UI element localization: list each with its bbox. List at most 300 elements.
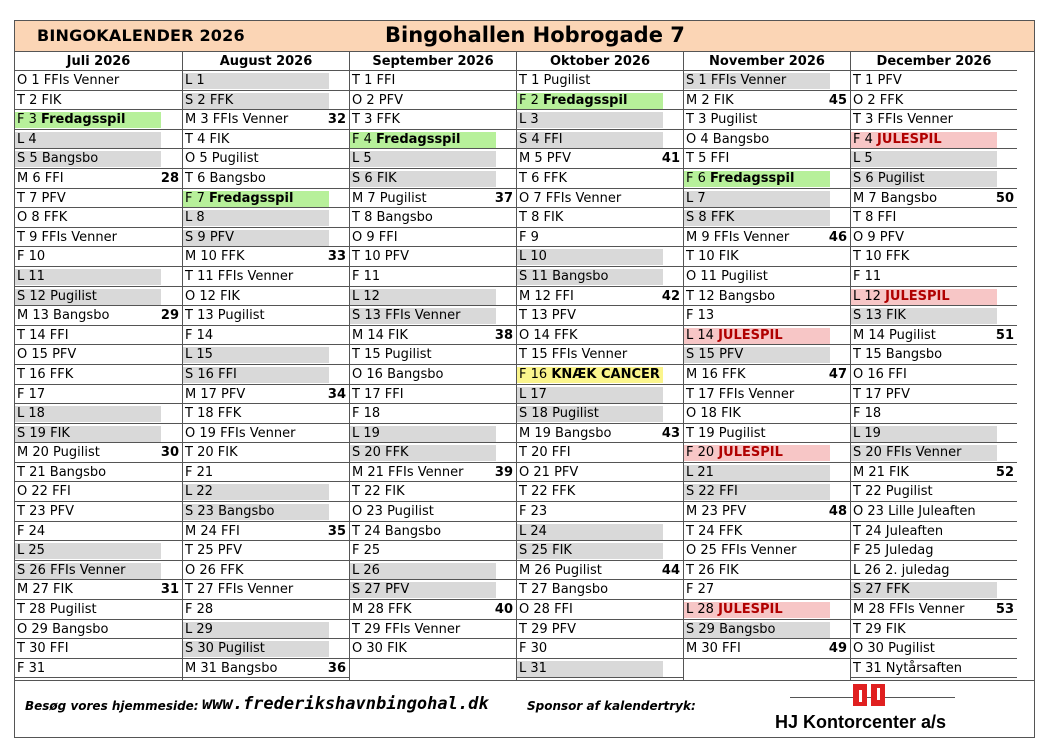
day-cell [350, 385, 516, 405]
day-cell [183, 189, 349, 209]
day-label [185, 659, 277, 679]
weekday-letter: O [17, 347, 28, 363]
day-number: 20 [865, 445, 882, 461]
day-label [185, 149, 259, 169]
day-label [519, 463, 578, 483]
day-label [17, 463, 106, 483]
day-number: 22 [531, 484, 548, 500]
day-number: 22 [31, 484, 48, 500]
day-event: FFI [888, 366, 907, 382]
day-cell [517, 71, 683, 91]
day-event: FFI [719, 484, 738, 500]
week-number: 53 [995, 602, 1014, 618]
day-number: 19 [698, 425, 715, 441]
week-number: 35 [327, 523, 346, 539]
day-event: PFV [722, 504, 747, 520]
day-label [185, 522, 240, 542]
day-event: Bangsbo [53, 308, 110, 324]
day-highlight [851, 151, 997, 167]
weekday-letter: T [853, 347, 861, 363]
day-cell [183, 71, 349, 91]
day-number: 16 [867, 366, 884, 382]
day-cell [350, 424, 516, 444]
day-number: 16 [366, 366, 383, 382]
day-cell [15, 130, 182, 150]
day-number: 26 [698, 562, 715, 578]
day-label [352, 365, 443, 385]
day-cell [851, 267, 1017, 287]
day-cell [851, 247, 1017, 267]
day-label [686, 189, 706, 209]
day-label [185, 385, 245, 405]
day-number: 16 [701, 366, 718, 382]
day-event: Fredagsspil [209, 190, 294, 206]
day-cell [517, 208, 683, 228]
weekday-letter: O [853, 366, 864, 382]
day-label [17, 169, 64, 189]
day-label [519, 247, 547, 267]
day-number: 15 [865, 347, 882, 363]
day-label [185, 600, 213, 620]
day-event: JULESPIL [885, 288, 950, 304]
day-number: 14 [29, 327, 46, 343]
day-number: 14 [367, 327, 384, 343]
day-label [686, 287, 775, 307]
day-label [352, 247, 409, 267]
day-event: PFV [551, 308, 576, 324]
day-highlight [183, 73, 329, 89]
day-event: Bangsbo [49, 464, 107, 480]
day-cell [851, 345, 1017, 365]
day-number: 18 [864, 406, 882, 422]
day-cell [684, 443, 850, 463]
day-event: FIK [552, 543, 572, 559]
day-cell [350, 71, 516, 91]
weekday-letter: T [853, 523, 861, 539]
day-cell [851, 600, 1017, 620]
day-cell [684, 287, 850, 307]
day-event: FFIs Venner [721, 543, 797, 559]
day-label [185, 482, 213, 502]
day-cell [517, 149, 683, 169]
day-cell [15, 71, 182, 91]
day-cell [183, 247, 349, 267]
day-number: 5 [29, 151, 38, 167]
day-cell [851, 130, 1017, 150]
day-label [17, 189, 66, 209]
weekday-letter: L [185, 621, 193, 637]
weekday-letter: T [17, 190, 25, 206]
day-cell [517, 580, 683, 600]
day-label [519, 189, 621, 209]
day-label [17, 71, 119, 91]
day-number: 19 [864, 425, 881, 441]
day-number: 23 [530, 504, 548, 520]
day-number: 10 [530, 249, 547, 265]
day-cell [851, 306, 1017, 326]
day-number: 28 [697, 602, 714, 618]
day-cell [183, 110, 349, 130]
day-cell [851, 463, 1017, 483]
day-cell [15, 639, 182, 659]
day-number: 22 [698, 484, 715, 500]
day-event: FFIs Venner [384, 621, 461, 637]
day-label [519, 326, 578, 346]
day-event: FFIs Venner [713, 229, 790, 245]
day-number: 21 [533, 464, 550, 480]
day-label [686, 463, 714, 483]
day-event: FFIs Venner [388, 464, 464, 480]
day-cell [15, 385, 182, 405]
day-number: 22 [196, 484, 213, 500]
day-label [853, 600, 964, 620]
day-event: PFV [221, 386, 246, 402]
day-cell [15, 169, 182, 189]
day-label [519, 228, 539, 248]
day-label [352, 110, 400, 130]
day-label [185, 71, 205, 91]
weekday-letter: T [185, 445, 193, 461]
day-cell [684, 522, 850, 542]
weekday-letter: F [17, 386, 25, 402]
day-cell [851, 541, 1017, 561]
weekday-letter: S [686, 210, 695, 226]
weekday-letter: F [17, 249, 25, 265]
weekday-letter: M [185, 386, 197, 402]
day-label [686, 404, 741, 424]
day-label [853, 306, 906, 326]
day-number: 29 [698, 621, 715, 637]
day-number: 24 [200, 523, 217, 539]
day-label [185, 208, 205, 228]
day-label [853, 287, 950, 307]
day-number: 12 [534, 288, 551, 304]
day-number: 12 [363, 288, 380, 304]
day-label [185, 541, 242, 561]
day-event: PFV [719, 347, 744, 363]
week-number: 52 [995, 464, 1014, 480]
day-label [352, 443, 409, 463]
weekday-letter: S [17, 151, 26, 167]
day-label [519, 267, 608, 287]
day-cell [684, 149, 850, 169]
day-label [519, 443, 571, 463]
weekday-letter: T [185, 170, 193, 186]
day-event: Pugilist [211, 151, 259, 167]
day-event: FFIs Venner [43, 73, 120, 88]
weekday-letter: S [352, 308, 361, 324]
day-event: Fredagsspil [543, 92, 628, 108]
day-cell [851, 365, 1017, 385]
day-event: FFI [49, 327, 69, 343]
day-label [853, 482, 933, 502]
day-event: FFK [885, 249, 910, 265]
day-label [185, 580, 293, 600]
weekday-letter: O [17, 73, 28, 88]
weekday-letter: T [519, 210, 527, 226]
weekday-letter: T [686, 249, 694, 265]
day-number: 11 [864, 268, 882, 284]
day-event: Bangsbo [52, 621, 109, 637]
weekday-letter: O [185, 562, 196, 578]
weekday-letter: L [686, 327, 694, 343]
day-cell [183, 561, 349, 581]
day-event: Pugilist [218, 641, 265, 657]
weekday-letter: T [853, 73, 861, 88]
weekday-letter: S [686, 73, 695, 88]
day-cell [15, 287, 182, 307]
day-label [519, 541, 572, 561]
day-number: 9 [197, 229, 206, 245]
day-number: 9 [530, 229, 539, 245]
day-event: Pugilist [718, 425, 766, 441]
day-label [352, 424, 380, 444]
weekday-letter: M [17, 445, 29, 461]
day-label [17, 482, 71, 502]
day-event: FFI [49, 641, 69, 657]
day-event: FFI [52, 484, 71, 500]
day-event: FFK [554, 327, 578, 343]
day-event: FFIs Venner [50, 562, 126, 578]
day-number: 7 [533, 190, 542, 206]
day-cell [183, 639, 349, 659]
day-cell [517, 267, 683, 287]
day-label [17, 443, 100, 463]
weekday-letter: T [519, 582, 527, 598]
day-cell [183, 502, 349, 522]
day-label [17, 541, 45, 561]
day-number: 9 [366, 229, 375, 245]
day-number: 5 [534, 151, 543, 167]
weekday-letter: S [853, 308, 862, 324]
day-event: FFIs Venner [551, 347, 628, 363]
day-cell [183, 365, 349, 385]
day-number: 31 [200, 660, 217, 676]
day-event: KNÆK CANCER [551, 366, 660, 382]
day-number: 23 [366, 504, 383, 520]
day-cell [350, 443, 516, 463]
day-event: FFK [220, 562, 244, 578]
day-number: 7 [868, 190, 877, 206]
day-number: 23 [701, 504, 718, 520]
day-number: 3 [698, 112, 707, 128]
day-event: PFV [546, 151, 571, 167]
weekday-letter: F [519, 366, 527, 382]
day-label [17, 110, 125, 130]
day-label [352, 502, 434, 522]
day-label [853, 169, 925, 189]
day-cell [684, 463, 850, 483]
day-cell [15, 659, 182, 679]
weekday-letter: S [352, 582, 361, 598]
day-cell [851, 424, 1017, 444]
day-label [853, 522, 943, 542]
day-number: 21 [868, 464, 885, 480]
day-cell [183, 580, 349, 600]
day-cell [517, 541, 683, 561]
month-column [15, 52, 183, 680]
day-event: FFK [886, 582, 910, 598]
day-cell [684, 404, 850, 424]
day-number: 26 [363, 562, 380, 578]
weekday-letter: L [853, 151, 861, 167]
day-event: PFV [41, 190, 66, 206]
day-label [352, 561, 380, 581]
week-number: 44 [661, 562, 680, 578]
weekday-letter: T [686, 288, 694, 304]
week-number: 45 [828, 92, 847, 108]
weekday-letter: S [519, 268, 528, 284]
weekday-letter: T [17, 366, 25, 382]
day-event: FIK [885, 621, 906, 637]
weekday-letter: S [519, 543, 528, 559]
weekday-letter: M [853, 190, 865, 206]
day-event: FFK [217, 406, 242, 422]
weekday-letter: L [853, 425, 861, 441]
day-label [853, 91, 903, 111]
day-label [686, 620, 775, 640]
day-label [352, 639, 407, 659]
weekday-letter: F [686, 308, 694, 324]
day-cell [350, 639, 516, 659]
day-event: Bangsbo [221, 660, 278, 676]
day-label [519, 130, 563, 150]
day-label [519, 580, 608, 600]
day-cell [15, 600, 182, 620]
day-number: 22 [865, 484, 882, 500]
day-label [853, 208, 896, 228]
day-number: 8 [31, 210, 40, 226]
day-event: FIK [376, 170, 397, 186]
week-number: 34 [327, 386, 346, 402]
week-number: 48 [828, 504, 847, 520]
weekday-letter: L [686, 602, 694, 618]
weekday-letter: O [686, 543, 697, 559]
day-label [686, 580, 714, 600]
day-number: 18 [197, 406, 214, 422]
day-number: 4 [363, 131, 372, 147]
day-cell [15, 404, 182, 424]
weekday-letter: F [185, 464, 193, 480]
day-label [853, 580, 910, 600]
day-number: 30 [867, 641, 884, 657]
weekday-letter: T [352, 523, 360, 539]
day-label [686, 267, 768, 287]
weekday-letter: O [352, 92, 363, 108]
day-number: 12 [864, 288, 881, 304]
week-number: 37 [494, 190, 513, 206]
day-cell [183, 208, 349, 228]
day-cell [684, 424, 850, 444]
day-number: 11 [531, 268, 548, 284]
weekday-letter: L [17, 406, 25, 422]
day-event: PFV [209, 229, 235, 245]
weekday-letter: T [185, 543, 193, 559]
day-label [519, 365, 660, 385]
day-number: 5 [864, 151, 873, 167]
day-number: 24 [364, 523, 381, 539]
day-label [185, 443, 238, 463]
day-label [853, 424, 881, 444]
day-number: 5 [363, 151, 372, 167]
day-label [352, 149, 372, 169]
day-label [352, 287, 380, 307]
day-cell [517, 228, 683, 248]
weekday-letter: F [17, 112, 25, 128]
day-event: FIK [209, 131, 230, 147]
weekday-letter: T [352, 112, 360, 128]
day-cell [350, 463, 516, 483]
day-label [519, 404, 599, 424]
day-event: Nytårsaften [885, 660, 963, 676]
week-number: 50 [995, 190, 1014, 206]
day-event: Pugilist [877, 170, 925, 186]
day-number: 15 [196, 347, 213, 363]
day-number: 25 [700, 543, 717, 559]
day-number: 25 [363, 543, 381, 559]
day-event: FIK [388, 327, 408, 343]
weekday-letter: O [686, 268, 697, 284]
weekday-letter: F [853, 543, 861, 559]
day-cell [684, 247, 850, 267]
day-label [519, 522, 547, 542]
month-header: Juli 2026 [15, 52, 182, 71]
day-number: 25 [28, 543, 45, 559]
day-label [352, 71, 395, 91]
week-number: 32 [327, 112, 346, 128]
day-cell [684, 600, 850, 620]
day-cell [517, 169, 683, 189]
day-label [519, 639, 547, 659]
weekday-letter: O [686, 131, 697, 147]
day-cell [350, 502, 516, 522]
weekday-letter: L [519, 112, 527, 128]
day-event: PFV [879, 229, 905, 245]
day-number: 28 [29, 602, 46, 618]
weekday-letter: S [17, 562, 26, 578]
weekday-letter: M [519, 151, 531, 167]
weekday-letter: M [686, 504, 698, 520]
day-number: 19 [534, 425, 551, 441]
day-label [519, 71, 590, 91]
weekday-letter: F [519, 92, 527, 108]
day-number: 25 [531, 543, 548, 559]
day-cell [183, 424, 349, 444]
day-number: 13 [531, 308, 548, 324]
day-number: 3 [28, 112, 37, 128]
day-cell [517, 385, 683, 405]
day-label [185, 404, 241, 424]
day-event: Bangsbo [41, 151, 99, 167]
day-event: Pugilist [721, 268, 768, 284]
day-number: 10 [200, 249, 217, 265]
day-number: 15 [31, 347, 48, 363]
weekday-letter: L [519, 249, 527, 265]
day-label [686, 91, 734, 111]
weekday-letter: F [519, 229, 527, 245]
weekday-letter: F [853, 268, 861, 284]
day-number: 19 [363, 425, 380, 441]
day-event: FFK [49, 366, 74, 382]
day-cell [183, 130, 349, 150]
day-cell [183, 522, 349, 542]
day-cell [684, 561, 850, 581]
weekday-letter: L [352, 288, 360, 304]
hj-logo-icon [851, 682, 891, 708]
day-label [17, 247, 45, 267]
day-event: FFK [385, 445, 409, 461]
website-link[interactable]: www.frederikshavnbingohal.dk [202, 694, 489, 714]
